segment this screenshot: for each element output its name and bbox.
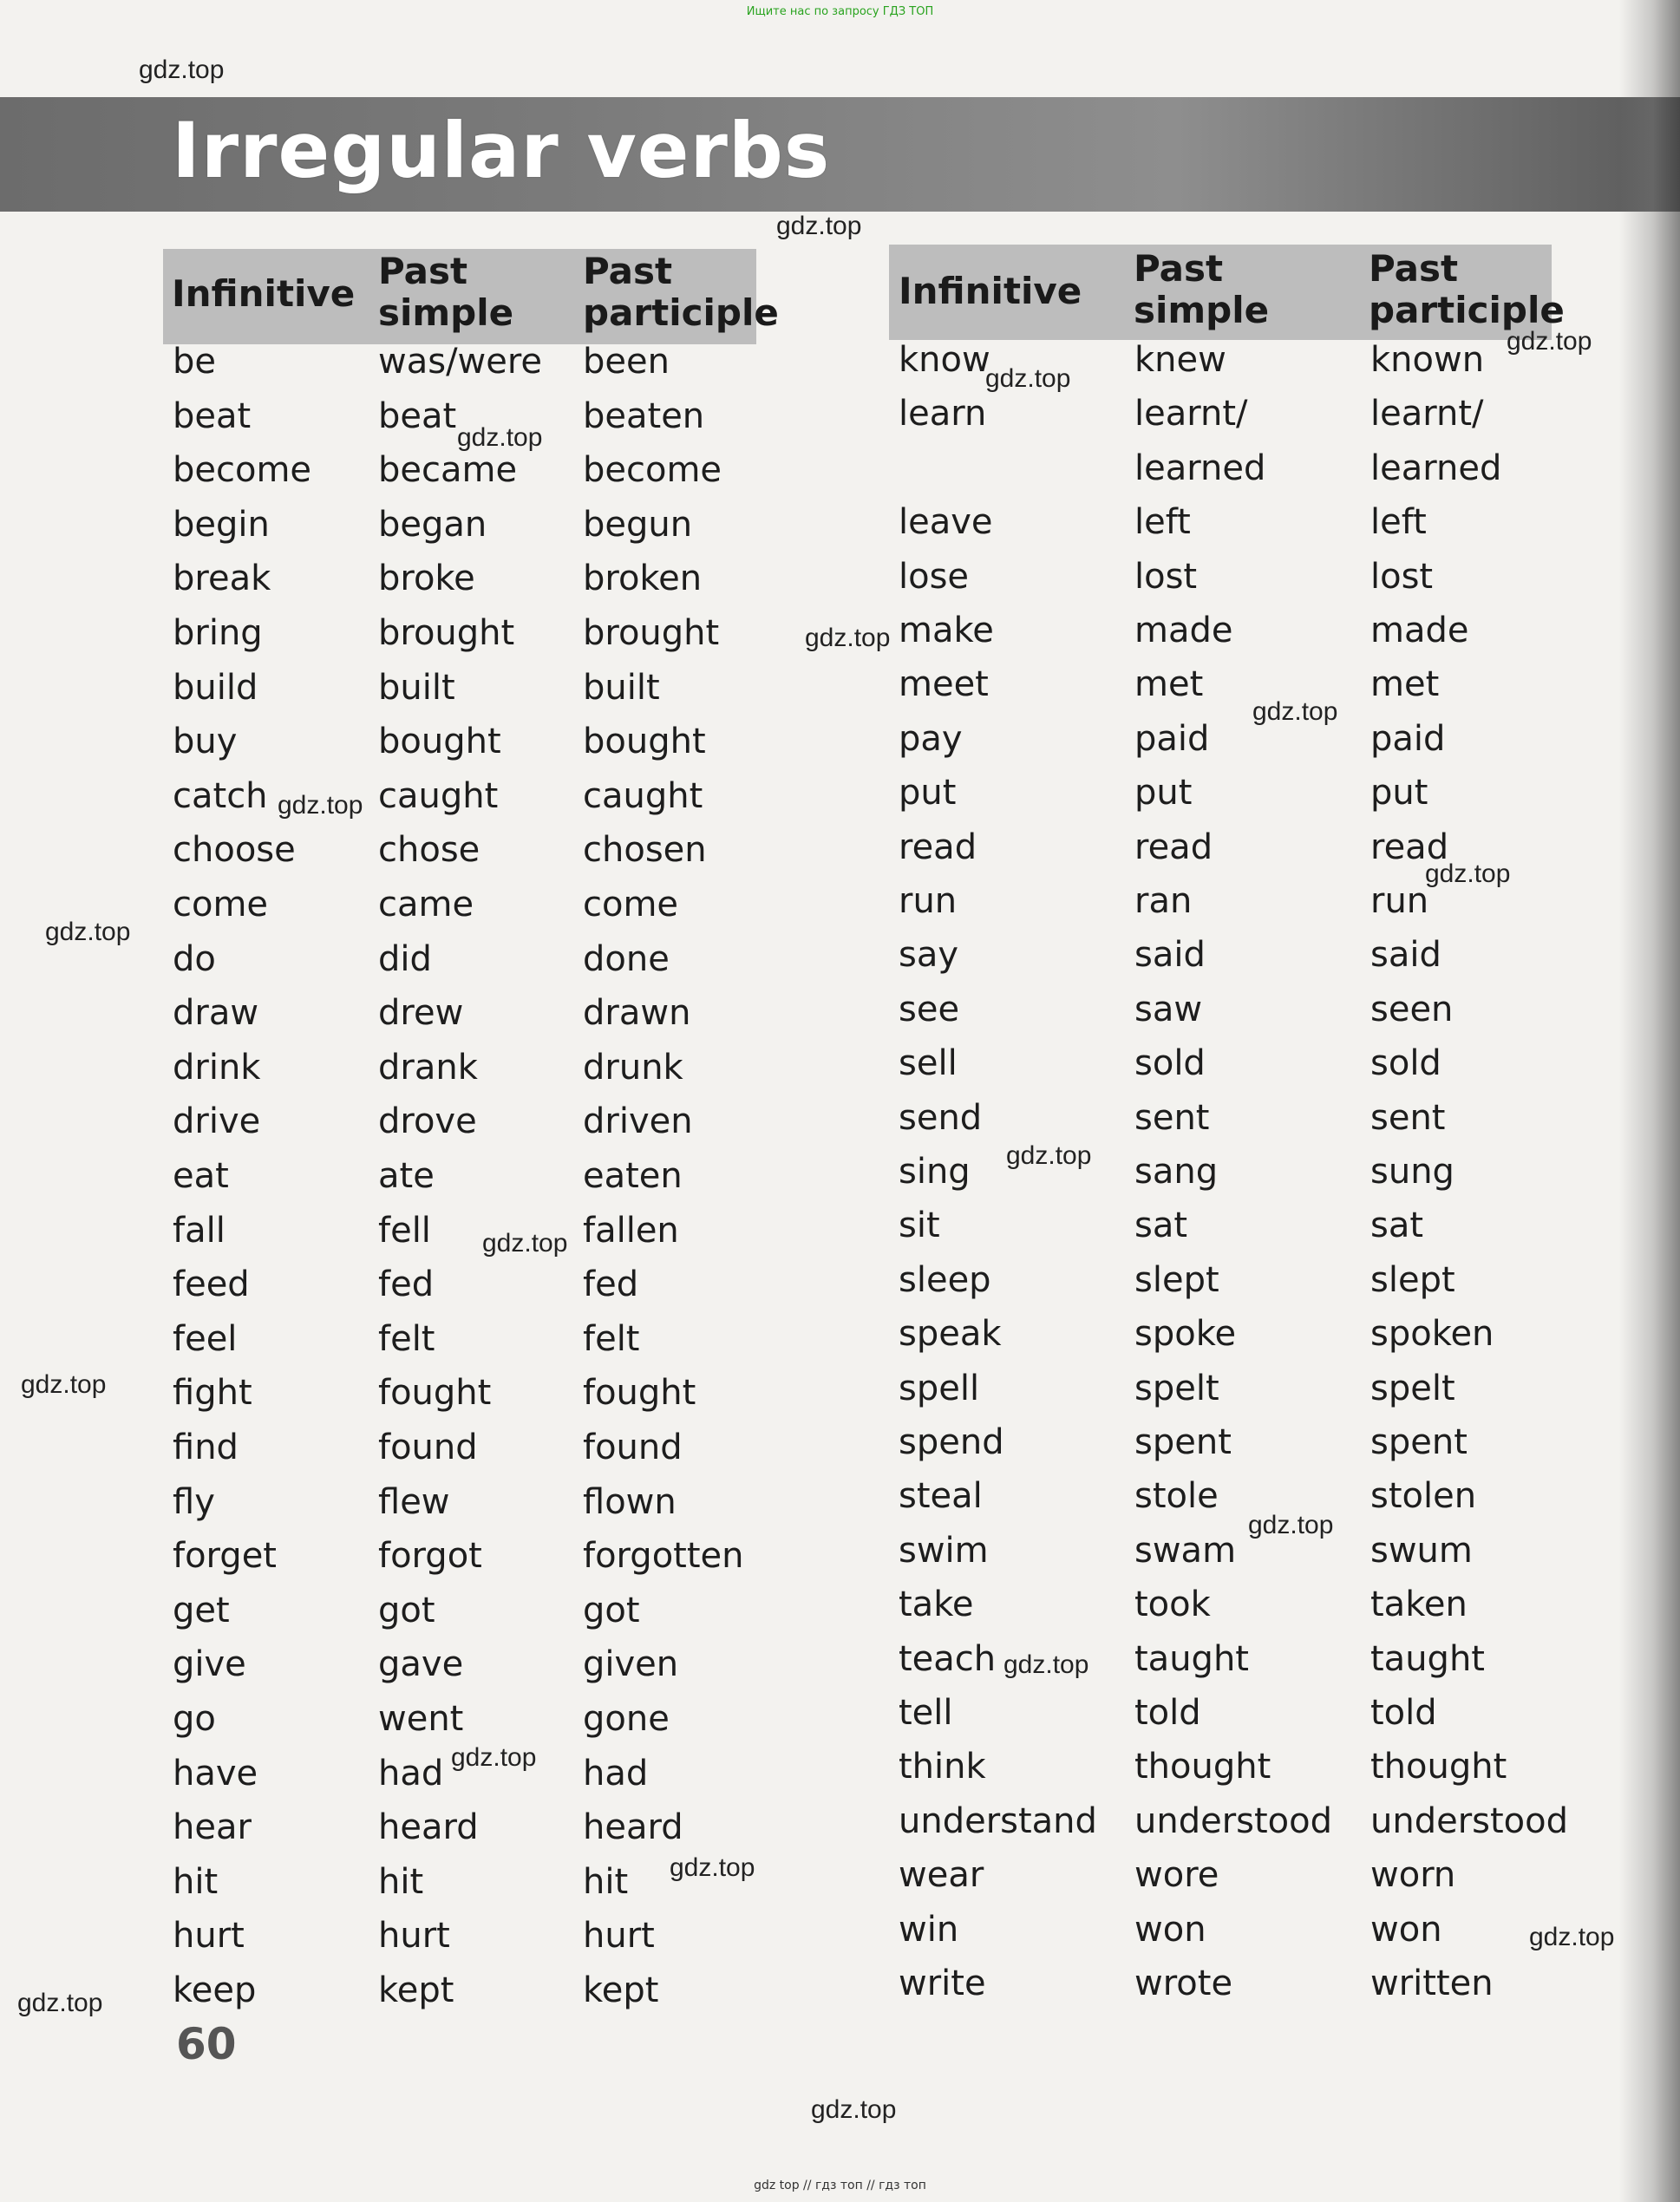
top-note: Ищите нас по запросу ГДЗ ТОП	[746, 5, 934, 18]
right-verb-infinitive: learn	[899, 394, 987, 435]
right-header-past-simple-1: Past	[1134, 247, 1224, 290]
right-verb-past-participle: slept	[1370, 1259, 1455, 1300]
left-verb-infinitive: keep	[173, 1970, 257, 2010]
right-verb-past-participle: seen	[1370, 989, 1454, 1029]
right-verb-past-participle: worn	[1370, 1855, 1456, 1896]
left-verb-past-simple: ate	[378, 1156, 435, 1196]
right-verb-infinitive: meet	[899, 664, 989, 705]
right-verb-infinitive: think	[899, 1747, 986, 1787]
right-verb-infinitive: tell	[899, 1693, 953, 1733]
left-verb-past-simple: heard	[378, 1807, 479, 1848]
left-verb-past-participle: caught	[583, 775, 703, 816]
right-verb-past-simple: ran	[1134, 881, 1193, 921]
left-verb-infinitive: hurt	[173, 1916, 245, 1957]
left-verb-past-participle: done	[583, 938, 670, 979]
right-verb-past-participle: paid	[1370, 718, 1446, 759]
watermark-text: gdz.top	[776, 212, 862, 240]
left-verb-infinitive: fight	[173, 1373, 252, 1414]
right-verb-past-simple: learned	[1134, 448, 1266, 488]
right-verb-past-participle: sung	[1370, 1152, 1454, 1192]
left-verb-past-simple: fed	[378, 1264, 435, 1305]
left-verb-past-simple: broke	[378, 559, 475, 599]
left-header-past-simple-1: Past	[378, 250, 468, 292]
right-verb-past-simple: told	[1134, 1693, 1201, 1733]
left-verb-infinitive: do	[173, 938, 216, 979]
left-verb-past-participle: felt	[583, 1318, 640, 1359]
left-verb-infinitive: begin	[173, 504, 270, 545]
left-verb-infinitive: feel	[173, 1318, 238, 1359]
right-verb-past-simple: read	[1134, 827, 1213, 867]
right-verb-past-participle: lost	[1370, 556, 1434, 597]
watermark-text: gdz.top	[670, 1853, 755, 1882]
left-verb-infinitive: build	[173, 667, 258, 708]
left-verb-past-simple: began	[378, 504, 487, 545]
right-verb-infinitive: leave	[899, 502, 993, 543]
left-verb-past-simple: did	[378, 938, 432, 979]
left-verb-past-participle: come	[583, 885, 679, 925]
watermark-text: gdz.top	[482, 1229, 568, 1258]
left-verb-past-simple: fell	[378, 1210, 431, 1251]
left-verb-past-simple: bought	[378, 722, 501, 762]
right-verb-past-participle: swum	[1370, 1530, 1473, 1571]
left-verb-past-participle: found	[583, 1428, 683, 1467]
right-verb-past-participle: understood	[1370, 1800, 1569, 1841]
right-verb-infinitive: put	[899, 773, 957, 813]
left-verb-past-simple: had	[378, 1753, 444, 1794]
right-header-infinitive: Infinitive	[899, 270, 1082, 312]
right-verb-past-participle: told	[1370, 1693, 1437, 1733]
left-verb-past-participle: brought	[583, 613, 720, 653]
right-verb-past-participle: read	[1370, 827, 1449, 867]
right-verb-past-participle: thought	[1370, 1747, 1507, 1787]
right-verb-past-participle: put	[1370, 773, 1428, 813]
left-verb-past-participle: built	[583, 667, 660, 708]
left-verb-infinitive: break	[173, 559, 271, 599]
left-verb-infinitive: come	[173, 885, 269, 925]
left-verb-past-participle: drunk	[583, 1047, 683, 1088]
right-verb-infinitive: write	[899, 1964, 986, 2003]
left-verb-infinitive: give	[173, 1644, 246, 1685]
left-verb-infinitive: go	[173, 1699, 216, 1739]
left-header-past-participle-1: Past	[583, 250, 673, 292]
left-verb-past-participle: become	[583, 450, 722, 491]
watermark-text: gdz.top	[278, 791, 363, 820]
right-verb-infinitive: spell	[899, 1368, 980, 1408]
right-verb-past-simple: spoke	[1134, 1314, 1237, 1355]
right-verb-past-simple: understood	[1134, 1800, 1333, 1841]
left-verb-infinitive: eat	[173, 1156, 229, 1196]
right-verb-past-simple: taught	[1134, 1638, 1249, 1679]
left-verb-past-simple: hit	[378, 1861, 424, 1902]
left-verb-infinitive: buy	[173, 722, 238, 762]
right-verb-infinitive: teach	[899, 1638, 997, 1679]
right-verb-past-simple: sat	[1134, 1206, 1188, 1246]
left-verb-past-simple: came	[378, 885, 474, 925]
right-verb-infinitive: lose	[899, 556, 970, 597]
left-verb-past-simple: hurt	[378, 1916, 450, 1957]
watermark-text: gdz.top	[45, 918, 131, 946]
right-verb-past-participle: taken	[1370, 1585, 1468, 1625]
right-verb-past-participle: spoken	[1370, 1314, 1494, 1355]
right-verb-past-simple: sold	[1134, 1043, 1206, 1084]
right-verb-past-participle: learnt/	[1370, 394, 1484, 435]
right-verb-infinitive: wear	[899, 1855, 984, 1896]
watermark-text: gdz.top	[1529, 1923, 1615, 1951]
right-verb-past-simple: thought	[1134, 1747, 1271, 1787]
watermark-text: gdz.top	[139, 56, 225, 84]
left-verb-past-simple: went	[378, 1699, 464, 1739]
watermark-text: gdz.top	[811, 2095, 897, 2124]
page-title: Irregular verbs	[172, 106, 831, 195]
left-verb-infinitive: draw	[173, 993, 259, 1034]
left-verb-past-participle: forgotten	[583, 1536, 744, 1577]
right-verb-infinitive: spend	[899, 1422, 1004, 1462]
left-verb-past-simple: drank	[378, 1047, 478, 1088]
right-verb-past-simple: met	[1134, 664, 1204, 705]
left-verb-past-simple: became	[378, 450, 518, 491]
left-header-infinitive: Infinitive	[172, 272, 356, 315]
left-verb-infinitive: beat	[173, 395, 252, 436]
right-verb-past-simple: spent	[1134, 1422, 1232, 1462]
left-verb-infinitive: choose	[173, 830, 296, 871]
right-verb-infinitive: know	[899, 340, 990, 380]
watermark-text: gdz.top	[17, 1989, 103, 2017]
left-verb-infinitive: find	[173, 1428, 239, 1467]
watermark-text: gdz.top	[1248, 1511, 1334, 1539]
right-verb-past-simple: said	[1134, 935, 1206, 976]
right-verb-past-simple: wore	[1134, 1855, 1219, 1896]
right-verb-past-simple: took	[1134, 1585, 1211, 1625]
right-header-past-simple-2: simple	[1134, 289, 1270, 331]
left-verb-infinitive: get	[173, 1590, 230, 1630]
watermark-text: gdz.top	[457, 423, 543, 452]
left-verb-past-simple: caught	[378, 775, 499, 816]
left-verb-past-simple: fought	[378, 1373, 492, 1414]
left-header-past-participle-2: participle	[583, 291, 779, 334]
right-header-past-participle-2: participle	[1369, 289, 1565, 331]
left-verb-past-simple: forgot	[378, 1536, 482, 1577]
left-verb-past-participle: fed	[583, 1264, 639, 1305]
right-verb-past-participle: left	[1370, 502, 1427, 543]
left-verb-past-participle: bought	[583, 722, 706, 762]
right-verb-infinitive: send	[899, 1097, 983, 1138]
left-verb-past-simple: gave	[378, 1644, 464, 1685]
left-verb-past-participle: chosen	[583, 830, 707, 871]
right-verb-past-simple: sang	[1134, 1152, 1219, 1192]
left-verb-past-simple: kept	[378, 1970, 454, 2010]
bottom-note: gdz top // гдз топ // гдз топ	[754, 2179, 926, 2192]
right-verb-past-participle: taught	[1370, 1638, 1485, 1679]
left-verb-infinitive: have	[173, 1753, 258, 1794]
right-verb-past-participle: sat	[1370, 1206, 1424, 1246]
left-verb-infinitive: become	[173, 450, 312, 491]
watermark-text: gdz.top	[451, 1743, 537, 1772]
right-verb-past-simple: stole	[1134, 1476, 1219, 1517]
left-verb-past-participle: been	[583, 342, 670, 382]
right-verb-past-simple: lost	[1134, 556, 1198, 597]
right-verb-infinitive: sit	[899, 1206, 940, 1246]
left-verb-past-simple: flew	[378, 1481, 450, 1522]
left-verb-infinitive: feed	[173, 1264, 250, 1305]
watermark-text: gdz.top	[1252, 697, 1338, 726]
right-verb-past-simple: knew	[1134, 340, 1226, 380]
right-verb-infinitive: win	[899, 1909, 959, 1950]
right-verb-past-participle: sent	[1370, 1097, 1446, 1138]
right-verb-past-participle: spent	[1370, 1422, 1468, 1462]
left-verb-past-simple: was/were	[378, 342, 543, 382]
right-verb-past-simple: put	[1134, 773, 1193, 813]
right-verb-infinitive: steal	[899, 1476, 983, 1517]
left-verb-infinitive: hit	[173, 1861, 219, 1902]
left-verb-past-simple: chose	[378, 830, 480, 871]
right-verb-past-simple: paid	[1134, 718, 1210, 759]
left-verb-past-simple: found	[378, 1428, 478, 1467]
right-verb-past-participle: stolen	[1370, 1476, 1477, 1517]
right-verb-infinitive: run	[899, 881, 958, 921]
left-verb-infinitive: be	[173, 342, 216, 382]
right-verb-past-participle: known	[1370, 340, 1485, 380]
right-verb-past-participle: won	[1370, 1909, 1442, 1950]
left-verb-past-participle: kept	[583, 1970, 659, 2010]
left-verb-past-simple: got	[378, 1590, 435, 1630]
left-verb-past-participle: broken	[583, 559, 703, 599]
right-verb-infinitive: say	[899, 935, 959, 976]
right-verb-infinitive: see	[899, 989, 960, 1029]
right-verb-past-participle: met	[1370, 664, 1440, 705]
left-verb-past-participle: drawn	[583, 993, 691, 1034]
right-verb-past-participle: written	[1370, 1964, 1494, 2003]
left-verb-past-participle: begun	[583, 504, 693, 545]
right-verb-past-participle: run	[1370, 881, 1429, 921]
right-verb-infinitive: sell	[899, 1043, 958, 1084]
left-verb-past-participle: eaten	[583, 1156, 683, 1196]
left-verb-infinitive: fall	[173, 1210, 226, 1251]
left-verb-infinitive: hear	[173, 1807, 252, 1848]
left-verb-past-participle: fallen	[583, 1210, 679, 1251]
right-verb-past-simple: learnt/	[1134, 394, 1248, 435]
left-verb-past-participle: had	[583, 1753, 649, 1794]
right-verb-past-participle: made	[1370, 611, 1469, 650]
watermark-text: gdz.top	[1006, 1141, 1092, 1170]
watermark-text: gdz.top	[805, 624, 891, 652]
left-verb-past-simple: built	[378, 667, 455, 708]
right-verb-past-participle: spelt	[1370, 1368, 1455, 1408]
left-verb-past-participle: heard	[583, 1807, 683, 1848]
right-verb-infinitive: sing	[899, 1152, 971, 1192]
right-verb-past-simple: made	[1134, 611, 1233, 650]
left-header-past-simple-2: simple	[378, 291, 514, 334]
left-verb-infinitive: bring	[173, 613, 263, 653]
left-verb-past-participle: given	[583, 1644, 679, 1685]
left-verb-past-participle: gone	[583, 1699, 670, 1739]
right-header-past-participle-1: Past	[1369, 247, 1459, 290]
right-verb-infinitive: speak	[899, 1314, 1002, 1355]
right-verb-past-simple: slept	[1134, 1259, 1219, 1300]
left-verb-past-participle: got	[583, 1590, 640, 1630]
left-verb-infinitive: fly	[173, 1481, 215, 1522]
right-verb-past-participle: said	[1370, 935, 1441, 976]
left-verb-past-participle: flown	[583, 1481, 677, 1522]
right-verb-past-simple: swam	[1134, 1530, 1237, 1571]
left-verb-past-simple: drove	[378, 1101, 477, 1142]
right-verb-past-simple: wrote	[1134, 1964, 1233, 2003]
left-verb-past-simple: beat	[378, 395, 457, 436]
left-verb-past-participle: beaten	[583, 395, 705, 436]
left-verb-infinitive: drive	[173, 1101, 261, 1142]
page-number: 60	[176, 2019, 237, 2069]
right-verb-infinitive: understand	[899, 1800, 1097, 1841]
left-verb-infinitive: drink	[173, 1047, 261, 1088]
watermark-text: gdz.top	[1425, 859, 1511, 888]
left-verb-infinitive: catch	[173, 775, 268, 816]
right-verb-infinitive: take	[899, 1585, 974, 1625]
left-verb-past-participle: fought	[583, 1373, 696, 1414]
left-verb-infinitive: forget	[173, 1536, 277, 1577]
right-verb-past-participle: sold	[1370, 1043, 1441, 1084]
left-verb-past-simple: brought	[378, 613, 515, 653]
right-verb-past-simple: saw	[1134, 989, 1203, 1029]
right-verb-infinitive: swim	[899, 1530, 989, 1571]
right-verb-infinitive: make	[899, 611, 994, 650]
page-binding-shadow	[1619, 0, 1680, 2202]
right-verb-infinitive: pay	[899, 718, 963, 759]
watermark-text: gdz.top	[985, 364, 1071, 393]
right-verb-past-simple: left	[1134, 502, 1191, 543]
right-verb-infinitive: read	[899, 827, 977, 867]
left-verb-past-simple: felt	[378, 1318, 435, 1359]
watermark-text: gdz.top	[21, 1370, 107, 1399]
right-verb-infinitive: sleep	[899, 1259, 991, 1300]
right-verb-past-participle: learned	[1370, 448, 1502, 488]
right-verb-past-simple: won	[1134, 1909, 1206, 1950]
right-verb-past-simple: spelt	[1134, 1368, 1219, 1408]
watermark-text: gdz.top	[1003, 1650, 1089, 1679]
left-verb-past-participle: driven	[583, 1101, 693, 1142]
watermark-text: gdz.top	[1507, 327, 1592, 356]
right-verb-past-simple: sent	[1134, 1097, 1210, 1138]
left-verb-past-simple: drew	[378, 993, 464, 1034]
left-verb-past-participle: hurt	[583, 1916, 655, 1957]
left-verb-past-participle: hit	[583, 1861, 629, 1902]
